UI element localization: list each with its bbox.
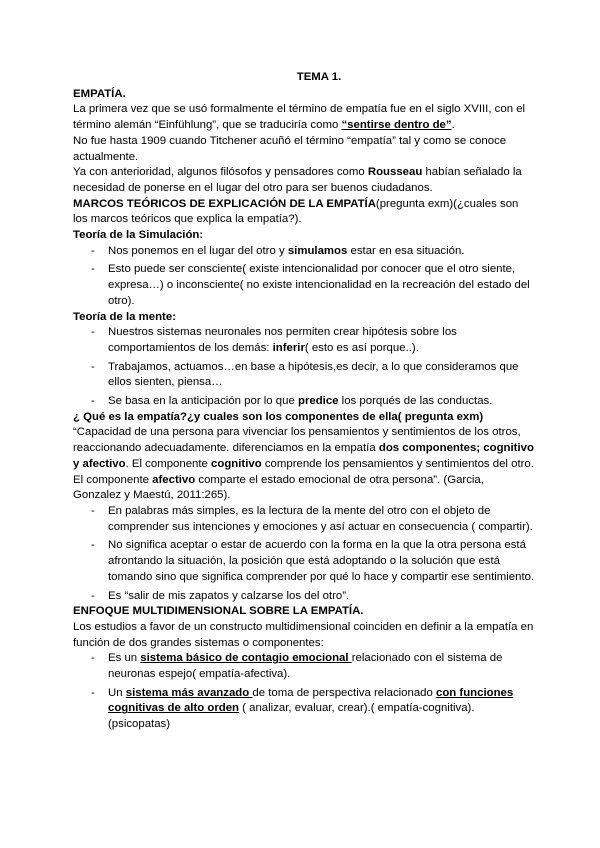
subheading-simulacion: Teoría de la Simulación: xyxy=(73,229,204,242)
subheading-mente: Teoría de la mente: xyxy=(73,310,176,323)
page-title: TEMA 1. xyxy=(296,71,342,83)
list-item: - Es un sistema básico de contagio emocional relacionado con el sistema de neuronas espejo( empatía-afectiva). xyxy=(73,651,535,682)
paragraph-rousseau: Ya con anterioridad, algunos filósofos y pensadores como Rousseau habían señalado la necesidad de ponerse en el lugar del otro para ser buenos ciudadanos. xyxy=(73,166,522,194)
list-item: - No significa aceptar o estar de acuerdo con la forma en la que la otra persona está afrontando la situación, la posición que está adoptando o la solución que está tomando sino que significa comprender por qué lo hace y compartir ese sentimiento. xyxy=(73,538,535,585)
paragraph-origen: La primera vez que se usó formalmente el término de empatía fue en el siglo XVIII, con el término alemán “Einfühlung”, que se traduciría como “sentirse dentro de”. xyxy=(73,103,526,132)
list-item: - Un sistema más avanzado de toma de perspectiva relacionado con funciones cognitivas de alto orden ( analizar, evaluar, crear).( empatía-cognitiva).(psicopatas) xyxy=(73,686,535,733)
paragraph-definicion: “Capacidad de una persona para vivenciar los pensamientos y sentimientos de los otros, reaccionando adecuadamente. diferenciamos en la empatía dos componentes; cognitivo y afectivo. El componente cognitivo comprende los pensamientos y sentimientos del otro. El componente afectivo comparte el estado emocional de otra persona”. (Garcia, Gonzalez y Maestú, 2011:265). xyxy=(73,426,534,502)
list-enfoque xyxy=(73,651,535,733)
document-body xyxy=(73,70,535,733)
list-item: - Nos ponemos en el lugar del otro y simulamos estar en esa situación. xyxy=(73,244,535,260)
section-heading-empatia: EMPATÍA. xyxy=(73,87,126,100)
section-heading-marcos: MARCOS TEÓRICOS DE EXPLICACIÓN DE LA EMPATÍA(pregunta exm)(¿cuales son los marcos teóricos que explica la empatía?). xyxy=(73,197,519,226)
list-item: - Se basa en la anticipación por lo que predice los porqués de las conductas. xyxy=(73,394,535,410)
list-item: - En palabras más simples, es la lectura de la mente del otro con el objeto de comprender sus intenciones y emociones y así actuar en consecuencia ( compartir). xyxy=(73,504,535,535)
list-simulacion xyxy=(73,244,535,310)
list-item: - Esto puede ser consciente( existe intencionalidad por conocer que el otro siente, expresa…) o inconsciente( no existe intencionalidad en la recreación del estado del otro). xyxy=(73,262,535,309)
underlined-term: “sentirse dentro de” xyxy=(341,119,452,132)
list-item: - Es “salir de mis zapatos y calzarse los del otro”. xyxy=(73,589,535,605)
section-heading-enfoque: ENFOQUE MULTIDIMENSIONAL SOBRE LA EMPATÍA. xyxy=(73,605,364,618)
paragraph-enfoque: Los estudios a favor de un constructo multidimensional coinciden en definir a la empatía en función de dos grandes sistemas o componentes: xyxy=(73,620,534,649)
list-item: - Nuestros sistemas neuronales nos permiten crear hipótesis sobre los comportamientos de los demás: inferir( esto es así porque..). xyxy=(73,325,535,356)
paragraph-titchener: No fue hasta 1909 cuando Titchener acuñó el término “empatía” tal y como se conoce actualmente. xyxy=(73,134,507,163)
list-componentes xyxy=(73,504,535,604)
list-mente xyxy=(73,325,535,410)
section-heading-componentes: ¿ Qué es la empatía?¿y cuales son los componentes de ella( pregunta exm) xyxy=(73,410,484,423)
list-item: - Trabajamos, actuamos…en base a hipótesis,es decir, a lo que consideramos que ellos sienten, piensa… xyxy=(73,360,535,391)
